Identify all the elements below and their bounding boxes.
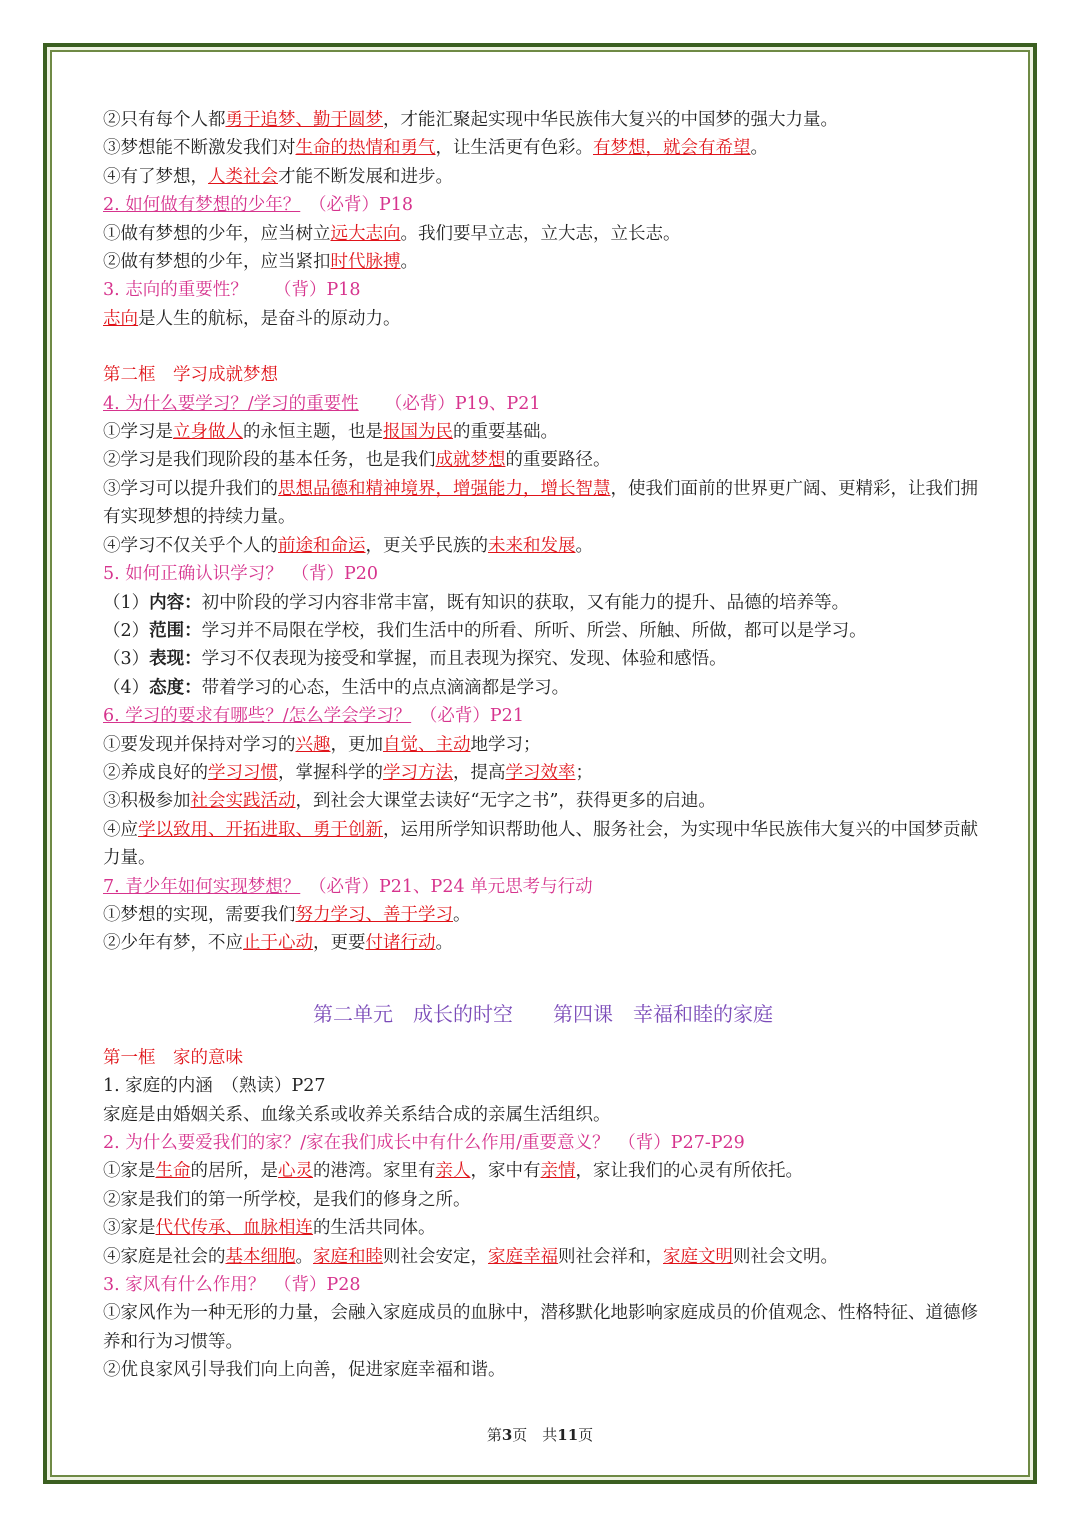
line-dream-3: ④有了梦想，人类社会才能不断发展和进步。 [103,166,453,187]
answer-4c: ③学习可以提升我们的思想品德和精神境界，增强能力，增长智慧，使我们面前的世界更广阔、更精彩，让我们拥有实现梦想的持续力量。 [103,478,978,528]
answer-5b: （2）范围：学习并不局限在学校，我们生活中的所看、所听、所尝、所触、所做，都可以是学习。 [103,620,867,641]
answer-6b: ②养成良好的学习习惯，掌握科学的学习方法，提高学习效率； [103,762,593,783]
answer-6d: ④应学以致用、开拓进取、勇于创新，运用所学知识帮助他人、服务社会，为实现中华民族伟大复兴的中国梦贡献力量。 [103,819,978,869]
answer-6a: ①要发现并保持对学习的兴趣，更加自觉、主动地学习； [103,734,541,755]
answer-home-2a: ①家是生命的居所，是心灵的港湾。家里有亲人，家中有亲情，家让我们的心灵有所依托。 [103,1161,803,1182]
question-3: 3. 志向的重要性？ （背）P18 [103,280,361,301]
question-home-1: 1. 家庭的内涵 （熟读）P27 [103,1076,326,1097]
question-7: 7. 青少年如何实现梦想？ （必背）P21、P24 单元思考与行动 [103,876,593,897]
question-5: 5. 如何正确认识学习？ （背）P20 [103,564,379,585]
answer-5d: （4）态度：带着学习的心态，生活中的点点滴滴都是学习。 [103,677,570,698]
answer-home-2b: ②家是我们的第一所学校，是我们的修身之所。 [103,1189,471,1210]
answer-home-2c: ③家是代代传承、血脉相连的生活共同体。 [103,1218,436,1239]
question-2: 2. 如何做有梦想的少年？ （必背）P18 [103,195,414,216]
answer-2a: ①做有梦想的少年，应当树立远大志向。我们要早立志，立大志，立长志。 [103,223,681,244]
answer-7b: ②少年有梦，不应止于心动，更要付诸行动。 [103,933,453,954]
answer-4d: ④学习不仅关乎个人的前途和命运，更关乎民族的未来和发展。 [103,535,593,556]
answer-5a: （1）内容：初中阶段的学习内容非常丰富，既有知识的获取，又有能力的提升、品德的培养等。 [103,592,850,613]
answer-4b: ②学习是我们现阶段的基本任务，也是我们成就梦想的重要路径。 [103,450,611,471]
question-home-3: 3. 家风有什么作用？ （背）P28 [103,1275,361,1296]
section-heading-learning: 第二框 学习成就梦想 [103,365,278,386]
line-dream-2: ③梦想能不断激发我们对生命的热情和勇气，让生活更有色彩。有梦想，就会有希望。 [103,138,768,159]
page-footer: 第3页 共11页 [486,1426,594,1444]
answer-home-1: 家庭是由婚姻关系、血缘关系或收养关系结合成的亲属生活组织。 [103,1104,611,1125]
unit-title: 第二单元 成长的时空 第四课 幸福和睦的家庭 [313,1001,773,1026]
line-dream-1: ②只有每个人都勇于追梦、勤于圆梦，才能汇聚起实现中华民族伟大复兴的中国梦的强大力量。 [103,110,838,130]
section-heading-home: 第一框 家的意味 [103,1047,243,1068]
answer-5c: （3）表现：学习不仅表现为接受和掌握，而且表现为探究、发现、体验和感悟。 [103,649,727,670]
question-4: 4. 为什么要学习？/学习的重要性 （必背）P19、P21 [103,393,541,414]
answer-7a: ①梦想的实现，需要我们努力学习、善于学习。 [103,904,471,925]
answer-2b: ②做有梦想的少年，应当紧扣时代脉搏。 [103,252,418,273]
answer-4a: ①学习是立身做人的永恒主题，也是报国为民的重要基础。 [103,422,558,443]
answer-6c: ③积极参加社会实践活动，到社会大课堂去读好“无字之书”，获得更多的启迪。 [103,791,716,812]
question-6: 6. 学习的要求有哪些？/怎么学会学习？ （必背）P21 [103,706,524,727]
question-home-2: 2. 为什么要爱我们的家？/家在我们成长中有什么作用/重要意义？ （背）P27-P29 [103,1133,745,1153]
answer-home-2d: ④家庭是社会的基本细胞。家庭和睦则社会安定，家庭幸福则社会祥和，家庭文明则社会文明。 [103,1246,838,1267]
document-body [103,106,983,1385]
answer-home-3a: ①家风作为一种无形的力量，会融入家庭成员的血脉中，潜移默化地影响家庭成员的价值观念、性格特征、道德修养和行为习惯等。 [103,1303,978,1352]
answer-3: 志向是人生的航标，是奋斗的原动力。 [103,308,401,329]
answer-home-3b: ②优良家风引导我们向上向善，促进家庭幸福和谐。 [103,1360,506,1381]
